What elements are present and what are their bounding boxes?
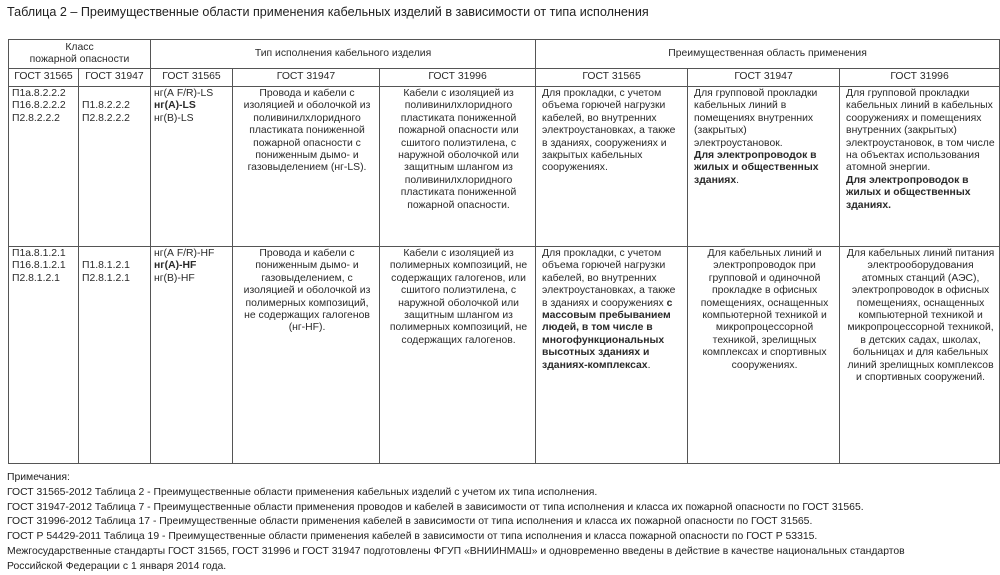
table-caption: Таблица 2 – Преимущественные области применения кабельных изделий в зависимости от типа исполнения [7, 5, 649, 19]
class-31565-cell: П1а.8.2.2.2 П16.8.2.2.2 П2.8.2.2.2 [9, 87, 79, 247]
note-item: ГОСТ 31996-2012 Таблица 17 - Преимущественные области применения кабелей в зависимости от типа исполнения и класса их пожарной опасности по ГОСТ 31565. [7, 516, 813, 528]
class-31947-cell: П1.8.2.2.2 П2.8.2.2.2 [79, 87, 151, 247]
col-type-31565: ГОСТ 31565 [151, 69, 233, 87]
type-31947-cell: Провода и кабели с изоляцией и оболочкой из поливинилхлоридного пластиката пониженной пожарной опасности с пониженным дымо- и газовыделением (нг-LS). [233, 87, 380, 247]
area-31996-cell: Для кабельных линий питания электрооборудования атомных станций (АЭС), электропроводок в офисных помещениях, оснащенных компьютерной техникой и микропроцессорной техникой, в детских садах, школах, больницах и для кабельных линий зрелищных комплексов и спортивных сооружений. [840, 247, 1000, 464]
col-class-31947: ГОСТ 31947 [79, 69, 151, 87]
notes-section [7, 471, 905, 575]
cable-type-header: Тип исполнения кабельного изделия [151, 40, 536, 69]
class-31947-cell: П1.8.1.2.1 П2.8.1.2.1 [79, 247, 151, 464]
table-row-ls [9, 87, 1000, 247]
header-row-2 [9, 69, 1000, 87]
type-31996-cell: Кабели с изоляцией из полимерных композиций, не содержащих галогенов, или сшитого полиэтилена, с наружной оболочкой или защитным шлангом из полимерных композиций, не содержащих галогенов. [380, 247, 536, 464]
note-item: ГОСТ Р 54429-2011 Таблица 19 - Преимущественные области применения кабелей в зависимости от типа исполнения и класса пожарной опасности по ГОСТ Р 53315. [7, 531, 818, 543]
type-31565-cell: нг(А F/R)-HF нг(А)-HF нг(В)-HF [151, 247, 233, 464]
note-item: ГОСТ 31947-2012 Таблица 7 - Преимущественные области применения проводов и кабелей в зависимости от типа исполнения и класса их пожарной опасности по ГОСТ 31565. [7, 501, 864, 513]
type-31947-cell: Провода и кабели с пониженным дымо- и газовыделением, с изоляцией и оболочкой из полимерных композиций, не содержащих галогенов (нг-HF). [233, 247, 380, 464]
col-type-31947: ГОСТ 31947 [233, 69, 380, 87]
fire-class-header: Класс пожарной опасности [9, 40, 151, 69]
col-class-31565: ГОСТ 31565 [9, 69, 79, 87]
col-area-31947: ГОСТ 31947 [688, 69, 840, 87]
header-row-1 [9, 40, 1000, 69]
notes-title: Примечания: [7, 472, 70, 483]
area-31947-cell: Для кабельных линий и электропроводок при групповой и одиночной прокладке в офисных помещениях, оснащенных компьютерной техникой и микропроцессорной техникой, зрелищных комплексах и спортивных сооружениях. [688, 247, 840, 464]
application-area-header: Преимущественная область применения [536, 40, 1000, 69]
area-31996-cell: Для групповой прокладки кабельных линий в кабельных сооружениях и помещениях внутренних (закрытых) электроустановок, в том числе на объектах использования атомной энергии. Для электропроводок в жилых и общественных зданиях. [840, 87, 1000, 247]
area-31565-cell: Для прокладки, с учетом объема горючей нагрузки кабелей, во внутренних электроустановках, а также в зданиях и сооружениях с массовым пребыванием людей, в том числе в многофункциональных высотных зданиях и зданиях-комплексах. [536, 247, 688, 464]
col-area-31565: ГОСТ 31565 [536, 69, 688, 87]
table-row-hf [9, 247, 1000, 464]
area-31565-cell: Для прокладки, с учетом объема горючей нагрузки кабелей, во внутренних электроустановках, а также в зданиях, сооружениях и закрытых кабельных сооружениях. [536, 87, 688, 247]
type-31565-cell: нг(А F/R)-LS нг(А)-LS нг(В)-LS [151, 87, 233, 247]
note-item: ГОСТ 31565-2012 Таблица 2 - Преимущественные области применения кабельных изделий с учетом их типа исполнения. [7, 486, 598, 498]
notes-footer-line-1: Межгосударственные стандарты ГОСТ 31565, ГОСТ 31996 и ГОСТ 31947 подготовлены ФГУП «ВНИИНМАШ» и одновременно введены в действие в качестве национальных стандартов [7, 545, 905, 557]
notes-footer-line-2: Российской Федерации с 1 января 2014 года. [7, 560, 227, 572]
application-table [8, 39, 1000, 464]
area-31947-cell: Для групповой прокладки кабельных линий в помещениях внутренних (закрытых) электроустановок. Для электропроводок в жилых и общественных зданиях. [688, 87, 840, 247]
type-31996-cell: Кабели с изоляцией из поливинилхлоридного пластиката пониженной пожарной опасности или сшитого полиэтилена, с наружной оболочкой или защитным шлангом из поливинилхлоридного пластиката пониженной пожарной опасности. [380, 87, 536, 247]
col-area-31996: ГОСТ 31996 [840, 69, 1000, 87]
col-type-31996: ГОСТ 31996 [380, 69, 536, 87]
class-31565-cell: П1а.8.1.2.1 П16.8.1.2.1 П2.8.1.2.1 [9, 247, 79, 464]
